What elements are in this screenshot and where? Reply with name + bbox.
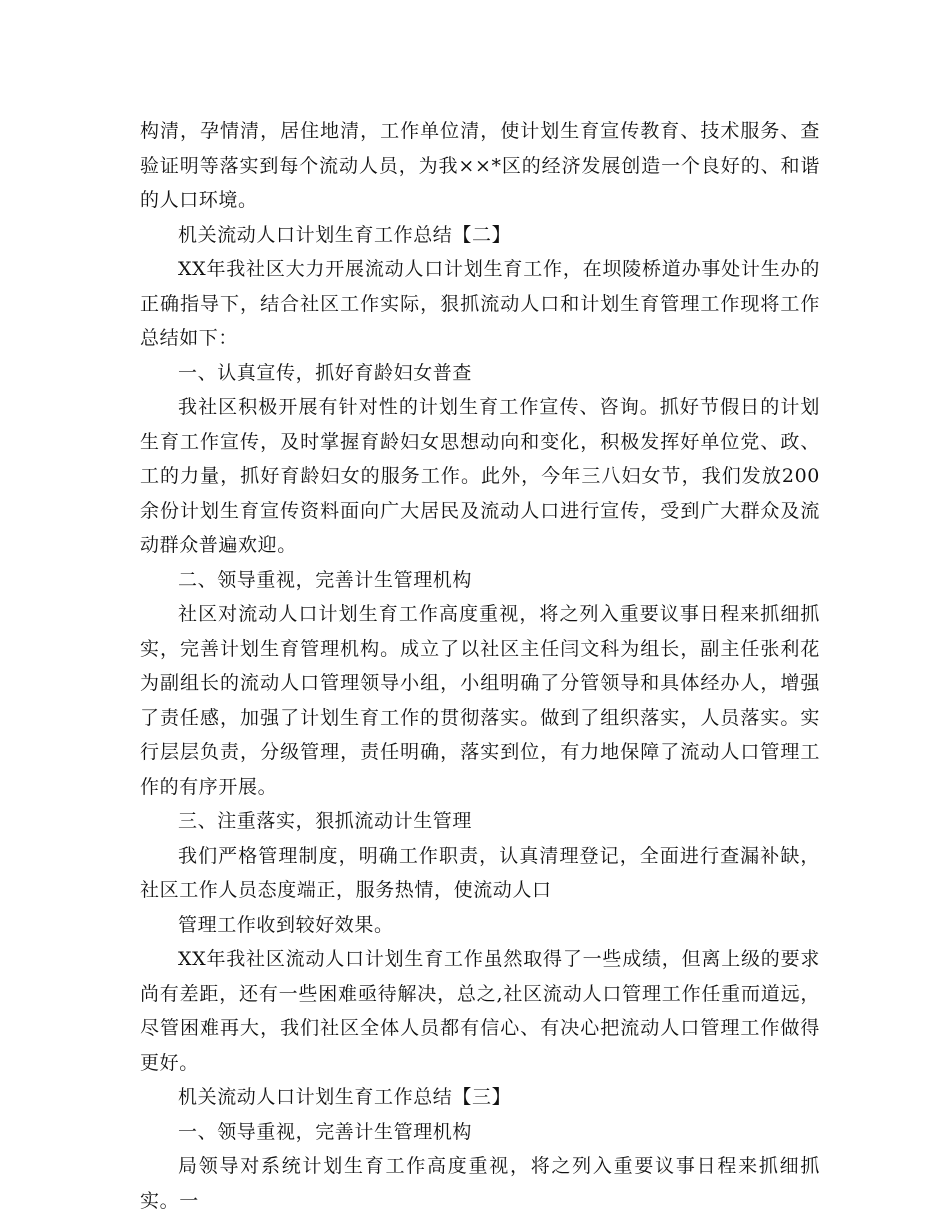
section-heading: 三、注重落实，狠抓流动计生管理	[178, 810, 473, 832]
body-paragraph: 构清，孕情清，居住地清，工作单位清，使计划生育宣传教育、技术服务、查验证明等落实到每个流动人员，为我××*区的经济发展创造一个良好的、和谐的人口环境。	[140, 120, 820, 211]
body-paragraph: 管理工作收到较好效果。	[178, 913, 394, 936]
section-heading: 一、认真宣传，抓好育龄妇女普查	[178, 361, 473, 384]
section-heading: 二、领导重视，完善计生管理机构	[178, 568, 473, 591]
section-heading: 一、领导重视，完善计生管理机构	[178, 1120, 473, 1143]
document-body	[140, 114, 820, 1218]
body-paragraph: 我社区积极开展有针对性的计划生育工作宣传、咨询。抓好节假日的计划生育工作宣传，及时掌握育龄妇女思想动向和变化，积极发挥好单位党、政、工的力量，抓好育龄妇女的服务工作。此外，今年三八妇女节，我们发放200余份计划生育宣传资料面向广大居民及流动人口进行宣传，受到广大群众及流动群众普遍欢迎。	[140, 396, 820, 556]
body-paragraph: XX年我社区大力开展流动人口计划生育工作，在坝陵桥道办事处计生办的正确指导下，结合社区工作实际，狠抓流动人口和计划生育管理工作现将工作总结如下：	[140, 258, 820, 349]
section-title: 机关流动人口计划生育工作总结【二】	[178, 223, 512, 246]
section-title: 机关流动人口计划生育工作总结【三】	[178, 1086, 512, 1108]
body-paragraph: 社区对流动人口计划生育工作高度重视，将之列入重要议事日程来抓细抓实，完善计划生育管理机构。成立了以社区主任闫文科为组长，副主任张利花为副组长的流动人口管理领导小组，小组明确了分管领导和具体经办人，增强了责任感，加强了计划生育工作的贯彻落实。做到了组织落实，人员落实。实行层层负责，分级管理，责任明确，落实到位，有力地保障了流动人口管理工作的有序开展。	[140, 603, 820, 798]
body-paragraph: 我们严格管理制度，明确工作职责，认真清理登记，全面进行查漏补缺，社区工作人员态度端正，服务热情，使流动人口	[140, 844, 820, 901]
body-paragraph: 局领导对系统计划生育工作高度重视，将之列入重要议事日程来抓细抓实。一	[140, 1155, 820, 1212]
body-paragraph: XX年我社区流动人口计划生育工作虽然取得了一些成绩，但离上级的要求尚有差距，还有一些困难亟待解决，总之,社区流动人口管理工作任重而道远，尽管困难再大，我们社区全体人员都有信心、有决心把流动人口管理工作做得更好。	[140, 948, 820, 1074]
